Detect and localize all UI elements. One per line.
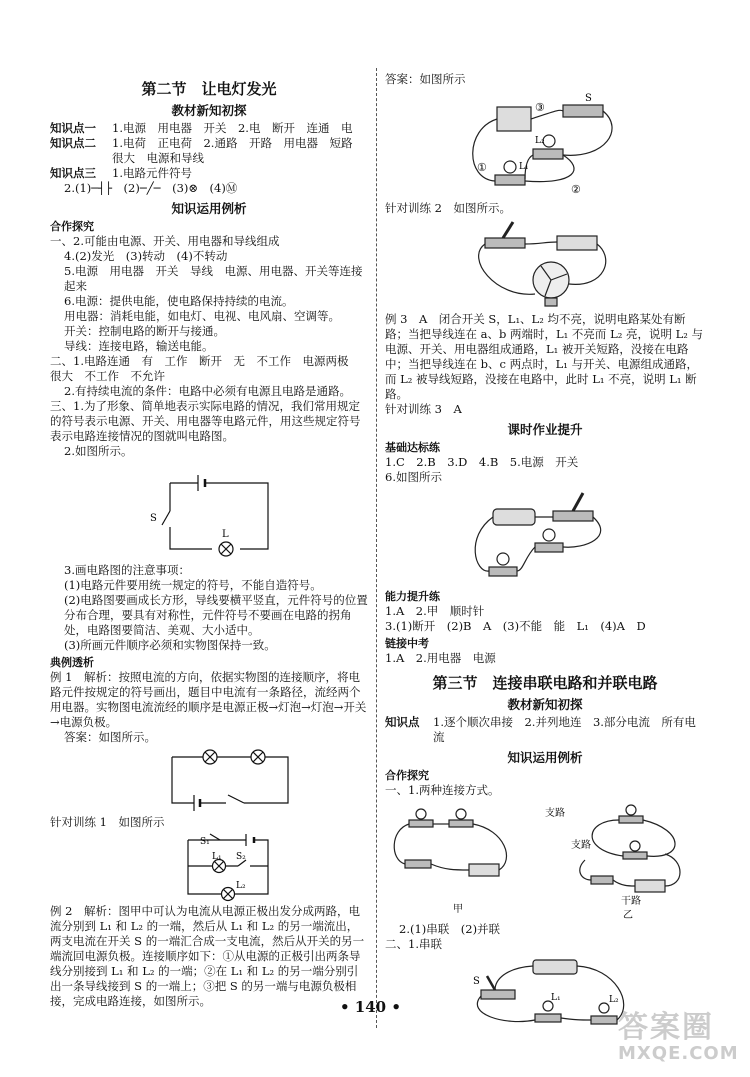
text-line: 2.如图所示。 bbox=[64, 444, 133, 458]
ability-answers-2: 3.(1)断开 (2)B A (3)不能 能 L₁ (4)A D bbox=[385, 619, 646, 633]
training-3: 针对训练 3 A bbox=[385, 402, 462, 416]
page-number: • 140 • bbox=[340, 998, 401, 1016]
text-line: 6.电源：提供电能，使电路保持持续的电流。 bbox=[64, 294, 294, 308]
text-line: 三、1.为了形象、简单地表示实际电路的情况，我们常用规定的符号表示电源、开关、用电器等电路元件，用这些规定符号表示电路连接情况的图就叫电路图。 bbox=[50, 399, 361, 443]
text-line: 一、2.可能由电源、开关、用电器和导线组成 bbox=[50, 234, 280, 248]
figure-label: S bbox=[585, 93, 592, 104]
label-s: S bbox=[150, 513, 157, 524]
watermark-line-1: 答案圈 bbox=[618, 1010, 714, 1045]
text-line: 4.(2)发光 (3)转动 (4)不转动 bbox=[64, 249, 228, 263]
knowledge-point-text: 1.逐个顺次串接 2.并列地连 3.部分电流 所有电流 bbox=[433, 715, 696, 744]
symbols-line: 2.(1)─┤├ (2)─╱─ (3)⊗ (4)Ⓜ bbox=[64, 181, 238, 195]
knowledge-point-text: 1.电源 用电器 开关 2.电 断开 连通 电 bbox=[112, 121, 353, 135]
knowledge-point-label: 知识点三 bbox=[50, 166, 96, 180]
subsection-title-apply: 知识运用例析 bbox=[171, 201, 247, 216]
exam-head: 链接中考 bbox=[385, 637, 429, 650]
label-l: L bbox=[222, 529, 229, 540]
knowledge-point-text: 1.电路元件符号 bbox=[112, 166, 192, 180]
physical-circuit-homework-figure bbox=[385, 487, 705, 587]
subsection-title-apply-3: 知识运用例析 bbox=[507, 750, 583, 765]
subsection-title-new-knowledge-3: 教材新知初探 bbox=[507, 697, 583, 712]
knowledge-point-2 bbox=[50, 136, 368, 166]
notes-lines bbox=[50, 563, 368, 653]
text-line: 开关：控制电路的断开与接通。 bbox=[64, 324, 225, 338]
series-parallel-figures bbox=[385, 800, 705, 920]
figure-label: ③ bbox=[535, 101, 545, 114]
knowledge-point-1 bbox=[50, 121, 368, 136]
answer-line: 答案：如图所示 bbox=[385, 72, 466, 86]
basic-answers-2: 6.如图所示 bbox=[385, 470, 442, 484]
figure-label: L₁ bbox=[519, 162, 529, 172]
circuit-diagram-parallel-s1-s2 bbox=[50, 832, 368, 902]
coop3-line-3: 二、1.串联 bbox=[385, 937, 442, 951]
label-l1: L₁ bbox=[212, 852, 222, 862]
example-3-text: 例 3 A 闭合开关 S，L₁、L₂ 均不亮，说明电路某处有断路；当把导线连在 a、b 两端时，L₁ 不亮而 L₂ 亮，说明 L₂ 与电源、开关、用电器组成通路，L₁ 被开关短路，没接在电路中；当把导线连在 b、c 两点时，L₁ 与开关、电源组成通路，而 L₂ 被导线短路，没接在电路中，此时 L₁ 不亮，说明 L₁ 断路。 bbox=[385, 312, 704, 401]
label-branch: 支路 bbox=[571, 840, 591, 851]
exam-answers: 1.A 2.用电器 电源 bbox=[385, 651, 496, 665]
label-s: S bbox=[473, 976, 480, 987]
example-1-answer: 答案：如图所示。 bbox=[64, 730, 156, 744]
training-1: 针对训练 1 如图所示 bbox=[50, 815, 165, 829]
left-column bbox=[50, 72, 368, 1009]
circuit-diagram-series-switch-lamp bbox=[50, 461, 368, 561]
figure-label: ① bbox=[477, 161, 487, 174]
subsection-title-homework: 课时作业提升 bbox=[507, 422, 583, 437]
basic-head: 基础达标练 bbox=[385, 441, 440, 454]
training-2: 针对训练 2 如图所示。 bbox=[385, 201, 511, 215]
knowledge-point-label: 知识点一 bbox=[50, 121, 96, 135]
cooperative-head: 合作探究 bbox=[50, 220, 94, 233]
label-yi: 乙 bbox=[623, 910, 633, 920]
text-line: 导线：连接电路，输送电能。 bbox=[64, 339, 214, 353]
typical-head: 典例透析 bbox=[50, 656, 94, 669]
cooperative-head-3: 合作探究 bbox=[385, 769, 429, 782]
section-title: 第二节 让电灯发光 bbox=[141, 80, 277, 98]
text-line: (3)所画元件顺序必须和实物图保持一致。 bbox=[64, 638, 276, 652]
knowledge-point-label: 知识点 bbox=[385, 715, 420, 729]
knowledge-point-text: 1.电荷 正电荷 2.通路 开路 用电器 短路 很大 电源和导线 bbox=[112, 136, 364, 165]
figure-label: ② bbox=[571, 183, 581, 196]
label-main-trunk: 干路 bbox=[621, 896, 641, 907]
column-divider bbox=[376, 68, 377, 1028]
label-branch: 支路 bbox=[545, 808, 565, 819]
label-l2: L₂ bbox=[236, 881, 246, 891]
figure-label: L₂ bbox=[535, 136, 545, 146]
ability-head: 能力提升练 bbox=[385, 590, 440, 603]
text-line: (2)电路图要画成长方形，导线要横平竖直，元件符号的位置分布合理，要具有对称性，元件符号不要画在电路的拐角处，电路图要简洁、美观、大小适中。 bbox=[64, 593, 368, 637]
coop3-line-1: 一、1.两种连接方式。 bbox=[385, 783, 500, 797]
physical-circuit-fan-figure bbox=[385, 218, 705, 310]
knowledge-point-3 bbox=[50, 166, 368, 181]
watermark-line-2: MXQE.COM bbox=[618, 1043, 739, 1064]
label-l2: L₂ bbox=[609, 995, 619, 1005]
section-3-title: 第三节 连接串联电路和并联电路 bbox=[432, 674, 658, 692]
text-line: 二、1.电路连通 有 工作 断开 无 不工作 电源两极 很大 不工作 不允许 bbox=[50, 354, 360, 383]
text-line: (1)电路元件要用统一规定的符号，不能自造符号。 bbox=[64, 578, 322, 592]
basic-answers-1: 1.C 2.B 3.D 4.B 5.电源 开关 bbox=[385, 455, 579, 469]
knowledge-point-label: 知识点二 bbox=[50, 136, 96, 150]
label-s1: S₁ bbox=[200, 837, 210, 847]
text-line: 用电器：消耗电能，如电灯、电视、电风扇、空调等。 bbox=[64, 309, 340, 323]
watermark-logo bbox=[618, 1012, 739, 1064]
right-column bbox=[385, 72, 705, 1040]
ability-answers-1: 1.A 2.甲 顺时针 bbox=[385, 604, 485, 618]
text-line: 3.画电路图的注意事项： bbox=[64, 563, 190, 577]
knowledge-point bbox=[385, 715, 705, 745]
circuit-diagram-two-lamps-series bbox=[50, 747, 368, 813]
physical-circuit-figure-a bbox=[385, 89, 705, 199]
label-l1: L₁ bbox=[551, 993, 561, 1003]
coop3-line-2: 2.(1)串联 (2)并联 bbox=[399, 922, 501, 936]
text-line: 2.有持续电流的条件：电路中必须有电源且电路是通路。 bbox=[64, 384, 351, 398]
coop-lines bbox=[50, 234, 368, 459]
example-1-text: 例 1 解析：按照电流的方向，依据实物图的连接顺序，将电路元件按规定的符号画出，题目中电流有一条路径，流经两个用电器。实物图电流流经的顺序是电源正极→灯泡→灯泡→开关→电源负极。 bbox=[50, 670, 367, 729]
label-s2: S₂ bbox=[236, 852, 246, 862]
label-jia: 甲 bbox=[453, 904, 463, 915]
example-2-text: 例 2 解析：图甲中可认为电流从电源正极出发分成两路，电流分别到 L₁ 和 L₂ 的一端，然后从 L₁ 和 L₂ 的另一端流出，两支电流在开关 S 的一端汇合成一支电流，然后从开关的另一端流回电源负极。连接顺序如下：①从电源的正极引出两条导线分别接到 L₁ 和 L₂ 的一端；②在 L₁ 和 L₂ 的另一端分别引出一条导线接到 S 的一端上；③把 S 的另一端与电源负极相接，完成电路连接，如图所示。 bbox=[50, 904, 365, 1008]
text-line: 5.电源 用电器 开关 导线 电源、用电器、开关等连接起来 bbox=[64, 264, 363, 293]
subsection-title-new-knowledge: 教材新知初探 bbox=[171, 103, 247, 118]
